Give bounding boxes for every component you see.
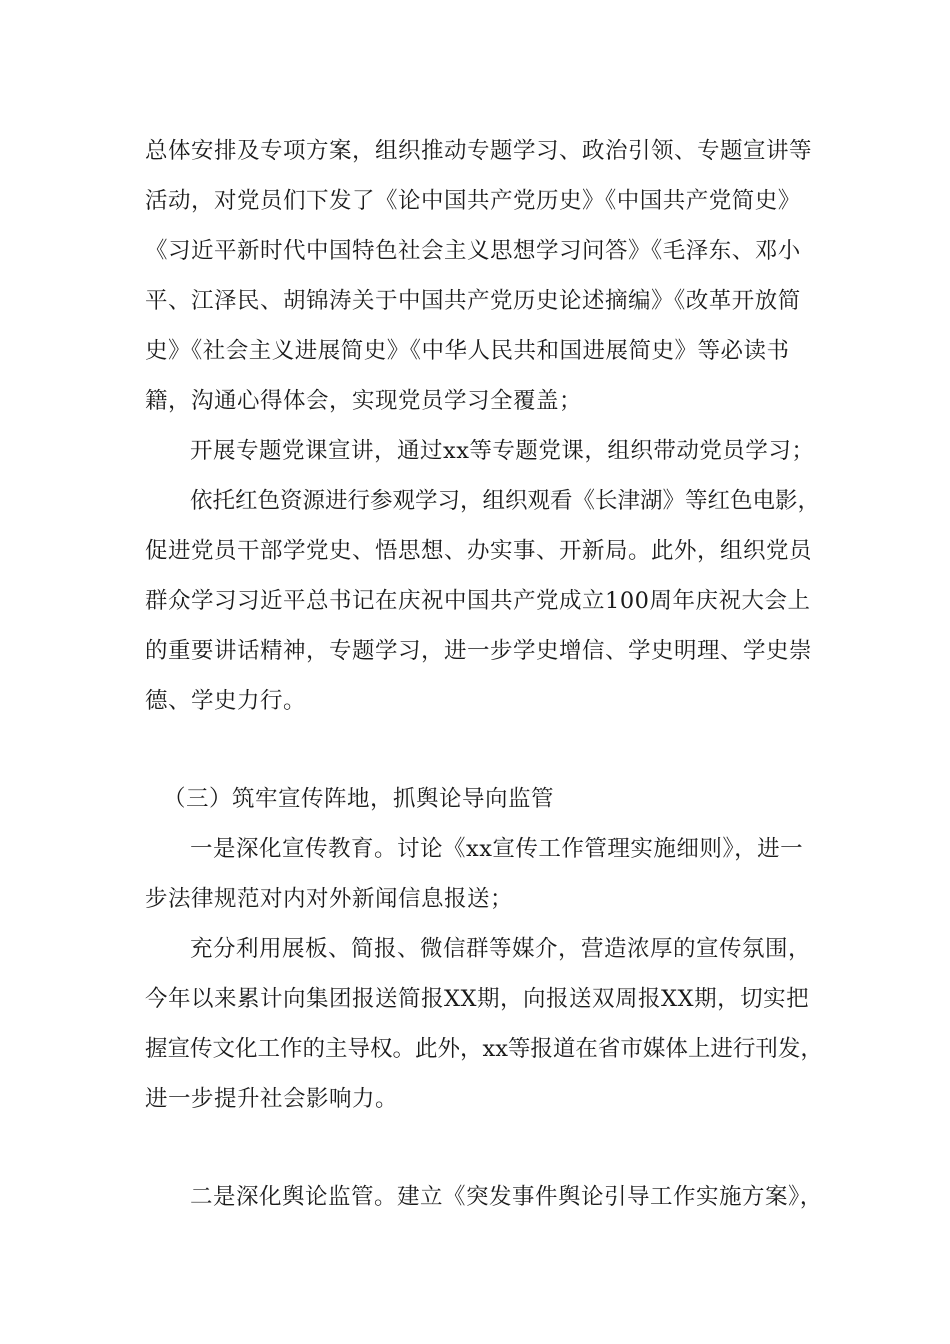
- paragraph-5-line-3: 握宣传文化工作的主导权。此外，xx等报道在省市媒体上进行刊发，: [145, 1036, 823, 1062]
- paragraph-1-line-6: 籍，沟通心得体会，实现党员学习全覆盖；: [145, 388, 583, 414]
- paragraph-1-line-3: 《习近平新时代中国特色社会主义思想学习问答》《毛泽东、邓小: [145, 238, 801, 264]
- paragraph-3-line-4: 的重要讲话精神，专题学习，进一步学史增信、学史明理、学史崇: [145, 638, 813, 664]
- paragraph-3-line-1: 依托红色资源进行参观学习，组织观看《长津湖》等红色电影，: [190, 488, 821, 514]
- paragraph-3-line-2: 促进党员干部学党史、悟思想、办实事、开新局。此外，组织党员: [145, 538, 813, 564]
- paragraph-3-line-5: 德、学史力行。: [145, 688, 307, 714]
- paragraph-1-line-2: 活动，对党员们下发了《论中国共产党历史》《中国共产党简史》: [145, 188, 801, 214]
- paragraph-4-line-2: 步法律规范对内对外新闻信息报送；: [145, 886, 514, 912]
- paragraph-5-line-2: 今年以来累计向集团报送简报XX期，向报送双周报XX期，切实把: [145, 986, 810, 1012]
- section-heading: （三）筑牢宣传阵地，抓舆论导向监管: [163, 786, 555, 812]
- paragraph-1-line-1: 总体安排及专项方案，组织推动专题学习、政治引领、专题宣讲等: [145, 138, 813, 164]
- paragraph-1-line-5: 史》《社会主义进展简史》《中华人民共和国进展简史》等必读书: [145, 338, 790, 364]
- paragraph-5-line-1: 充分利用展板、简报、微信群等媒介，营造浓厚的宣传氛围，: [190, 936, 812, 962]
- paragraph-6-line-1: 二是深化舆论监管。建立《突发事件舆论引导工作实施方案》，: [190, 1184, 823, 1210]
- paragraph-3-line-3: 群众学习习近平总书记在庆祝中国共产党成立100周年庆祝大会上: [145, 588, 811, 614]
- paragraph-4-line-1: 一是深化宣传教育。讨论《xx宣传工作管理实施细则》，进一: [190, 836, 804, 862]
- paragraph-2-line-1: 开展专题党课宣讲，通过xx等专题党课，组织带动党员学习；: [190, 438, 815, 464]
- paragraph-1-line-4: 平、江泽民、胡锦涛关于中国共产党历史论述摘编》《改革开放简: [145, 288, 801, 314]
- paragraph-5-line-4: 进一步提升社会影响力。: [145, 1086, 399, 1112]
